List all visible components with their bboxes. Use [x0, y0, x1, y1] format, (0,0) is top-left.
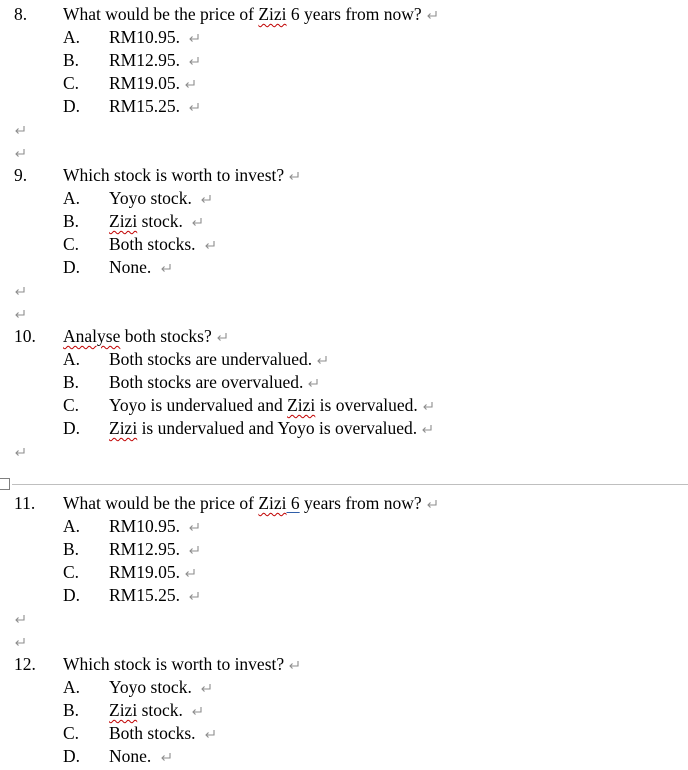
q10-option-d-post: is undervalued and Yoyo is overvalued.	[137, 418, 418, 438]
q12-option-c-letter: C.	[63, 723, 80, 743]
question-8-text-before: What would be the price of	[63, 4, 259, 24]
q9-option-a[interactable]	[109, 187, 212, 209]
q10-option-c-letter: C.	[63, 395, 80, 415]
q12-option-b-letter: B.	[63, 700, 80, 720]
question-11-text-before: What would be the price of	[63, 493, 259, 513]
q8-option-b[interactable]	[109, 49, 200, 71]
return-arrow-icon	[13, 125, 26, 136]
q10-option-a[interactable]	[109, 348, 328, 370]
return-arrow-icon	[287, 171, 300, 182]
return-arrow-icon	[13, 309, 26, 320]
question-8-number: 8.	[14, 4, 28, 24]
return-arrow-icon	[199, 194, 212, 205]
question-8-text	[63, 3, 438, 25]
return-arrow-icon	[215, 332, 228, 343]
q12-option-d[interactable]	[109, 745, 172, 767]
return-arrow-icon	[13, 286, 26, 297]
q9-option-b-misspelled-word: Zizi	[109, 211, 138, 231]
q11-option-b-letter: B.	[63, 539, 80, 559]
question-11-text-after: years from now?	[299, 493, 422, 513]
q9-option-c-text: Both stocks.	[109, 234, 200, 254]
question-9-number: 9.	[14, 165, 28, 185]
empty-paragraph	[10, 279, 26, 301]
q11-option-b-text: RM12.95.	[109, 539, 185, 559]
q10-option-c-post: is overvalued.	[315, 395, 418, 415]
q8-option-a-letter: A.	[63, 27, 81, 47]
question-8-text-after: 6 years from now?	[286, 4, 422, 24]
q10-option-b-text: Both stocks are overvalued.	[109, 372, 304, 392]
q10-option-c[interactable]	[109, 394, 434, 416]
q9-option-d-text: None.	[109, 257, 156, 277]
return-arrow-icon	[187, 522, 200, 533]
page-break-line	[12, 484, 688, 485]
q9-option-d[interactable]	[109, 256, 172, 278]
empty-paragraph	[10, 607, 26, 629]
return-arrow-icon	[199, 683, 212, 694]
q8-option-d-text: RM15.25.	[109, 96, 185, 116]
q12-option-b[interactable]	[109, 699, 203, 721]
question-11-gap: 6	[286, 493, 300, 513]
return-arrow-icon	[420, 424, 433, 435]
q9-option-a-text: Yoyo stock.	[109, 188, 197, 208]
empty-paragraph	[10, 630, 26, 652]
return-arrow-icon	[203, 729, 216, 740]
q12-option-a[interactable]	[109, 676, 212, 698]
q9-option-b-letter: B.	[63, 211, 80, 231]
q8-option-d-letter: D.	[63, 96, 81, 116]
return-arrow-icon	[183, 568, 196, 579]
q10-option-d-letter: D.	[63, 418, 81, 438]
q9-option-d-letter: D.	[63, 257, 81, 277]
q9-option-c-letter: C.	[63, 234, 80, 254]
q12-option-b-post: stock.	[137, 700, 188, 720]
q8-option-b-letter: B.	[63, 50, 80, 70]
q8-option-c-letter: C.	[63, 73, 80, 93]
return-arrow-icon	[315, 355, 328, 366]
return-arrow-icon	[159, 752, 172, 763]
question-9-text-content: Which stock is worth to invest?	[63, 165, 285, 185]
question-10-misspelled-word: Analyse	[63, 326, 121, 346]
return-arrow-icon	[306, 378, 319, 389]
q12-option-d-letter: D.	[63, 746, 81, 766]
return-arrow-icon	[13, 614, 26, 625]
q8-option-a-text: RM10.95.	[109, 27, 185, 47]
question-10-number: 10.	[14, 326, 36, 346]
q11-option-c-text: RM19.05.	[109, 562, 180, 582]
empty-paragraph	[10, 118, 26, 140]
q10-option-a-letter: A.	[63, 349, 81, 369]
q12-option-d-text: None.	[109, 746, 156, 766]
q11-option-b[interactable]	[109, 538, 200, 560]
q11-option-a-text: RM10.95.	[109, 516, 185, 536]
q9-option-b[interactable]	[109, 210, 203, 232]
return-arrow-icon	[287, 660, 300, 671]
question-8-misspelled-word: Zizi	[258, 4, 287, 24]
q12-option-c[interactable]	[109, 722, 216, 744]
return-arrow-icon	[13, 148, 26, 159]
return-arrow-icon	[425, 499, 438, 510]
empty-paragraph	[10, 141, 26, 163]
return-arrow-icon	[425, 10, 438, 21]
q11-option-d-letter: D.	[63, 585, 81, 605]
q12-option-b-misspelled-word: Zizi	[109, 700, 138, 720]
q11-option-a[interactable]	[109, 515, 200, 537]
q10-option-c-pre: Yoyo is undervalued and	[109, 395, 288, 415]
q11-option-c-letter: C.	[63, 562, 80, 582]
q9-option-a-letter: A.	[63, 188, 81, 208]
return-arrow-icon	[187, 33, 200, 44]
question-11-number: 11.	[14, 493, 36, 513]
q10-option-a-text: Both stocks are undervalued.	[109, 349, 313, 369]
q8-option-d[interactable]	[109, 95, 200, 117]
q12-option-a-text: Yoyo stock.	[109, 677, 197, 697]
q10-option-d-misspelled-word: Zizi	[109, 418, 138, 438]
return-arrow-icon	[190, 217, 203, 228]
q11-option-d[interactable]	[109, 584, 200, 606]
return-arrow-icon	[187, 545, 200, 556]
empty-paragraph	[10, 440, 26, 462]
return-arrow-icon	[203, 240, 216, 251]
return-arrow-icon	[183, 79, 196, 90]
q11-option-d-text: RM15.25.	[109, 585, 185, 605]
q12-option-a-letter: A.	[63, 677, 81, 697]
page-break-icon	[0, 478, 10, 490]
q12-option-c-text: Both stocks.	[109, 723, 200, 743]
question-12-number: 12.	[14, 654, 36, 674]
return-arrow-icon	[190, 706, 203, 717]
empty-paragraph	[10, 302, 26, 324]
return-arrow-icon	[187, 102, 200, 113]
return-arrow-icon	[159, 263, 172, 274]
question-11-misspelled-word: Zizi	[258, 493, 287, 513]
q11-option-a-letter: A.	[63, 516, 81, 536]
question-10-text	[63, 325, 228, 347]
q10-option-b-letter: B.	[63, 372, 80, 392]
question-12-text-content: Which stock is worth to invest?	[63, 654, 285, 674]
return-arrow-icon	[13, 447, 26, 458]
question-9-text	[63, 164, 300, 186]
q8-option-a[interactable]	[109, 26, 200, 48]
return-arrow-icon	[421, 401, 434, 412]
q8-option-b-text: RM12.95.	[109, 50, 185, 70]
q10-option-c-misspelled-word: Zizi	[287, 395, 316, 415]
q10-option-d[interactable]	[109, 417, 433, 439]
question-11-text	[63, 492, 438, 514]
q9-option-c[interactable]	[109, 233, 216, 255]
question-10-text-after: both stocks?	[120, 326, 212, 346]
return-arrow-icon	[187, 591, 200, 602]
q10-option-b[interactable]	[109, 371, 319, 393]
question-12-text	[63, 653, 300, 675]
q9-option-b-post: stock.	[137, 211, 188, 231]
q11-option-c[interactable]	[109, 561, 196, 583]
q8-option-c-text: RM19.05.	[109, 73, 180, 93]
return-arrow-icon	[187, 56, 200, 67]
q8-option-c[interactable]	[109, 72, 196, 94]
return-arrow-icon	[13, 637, 26, 648]
